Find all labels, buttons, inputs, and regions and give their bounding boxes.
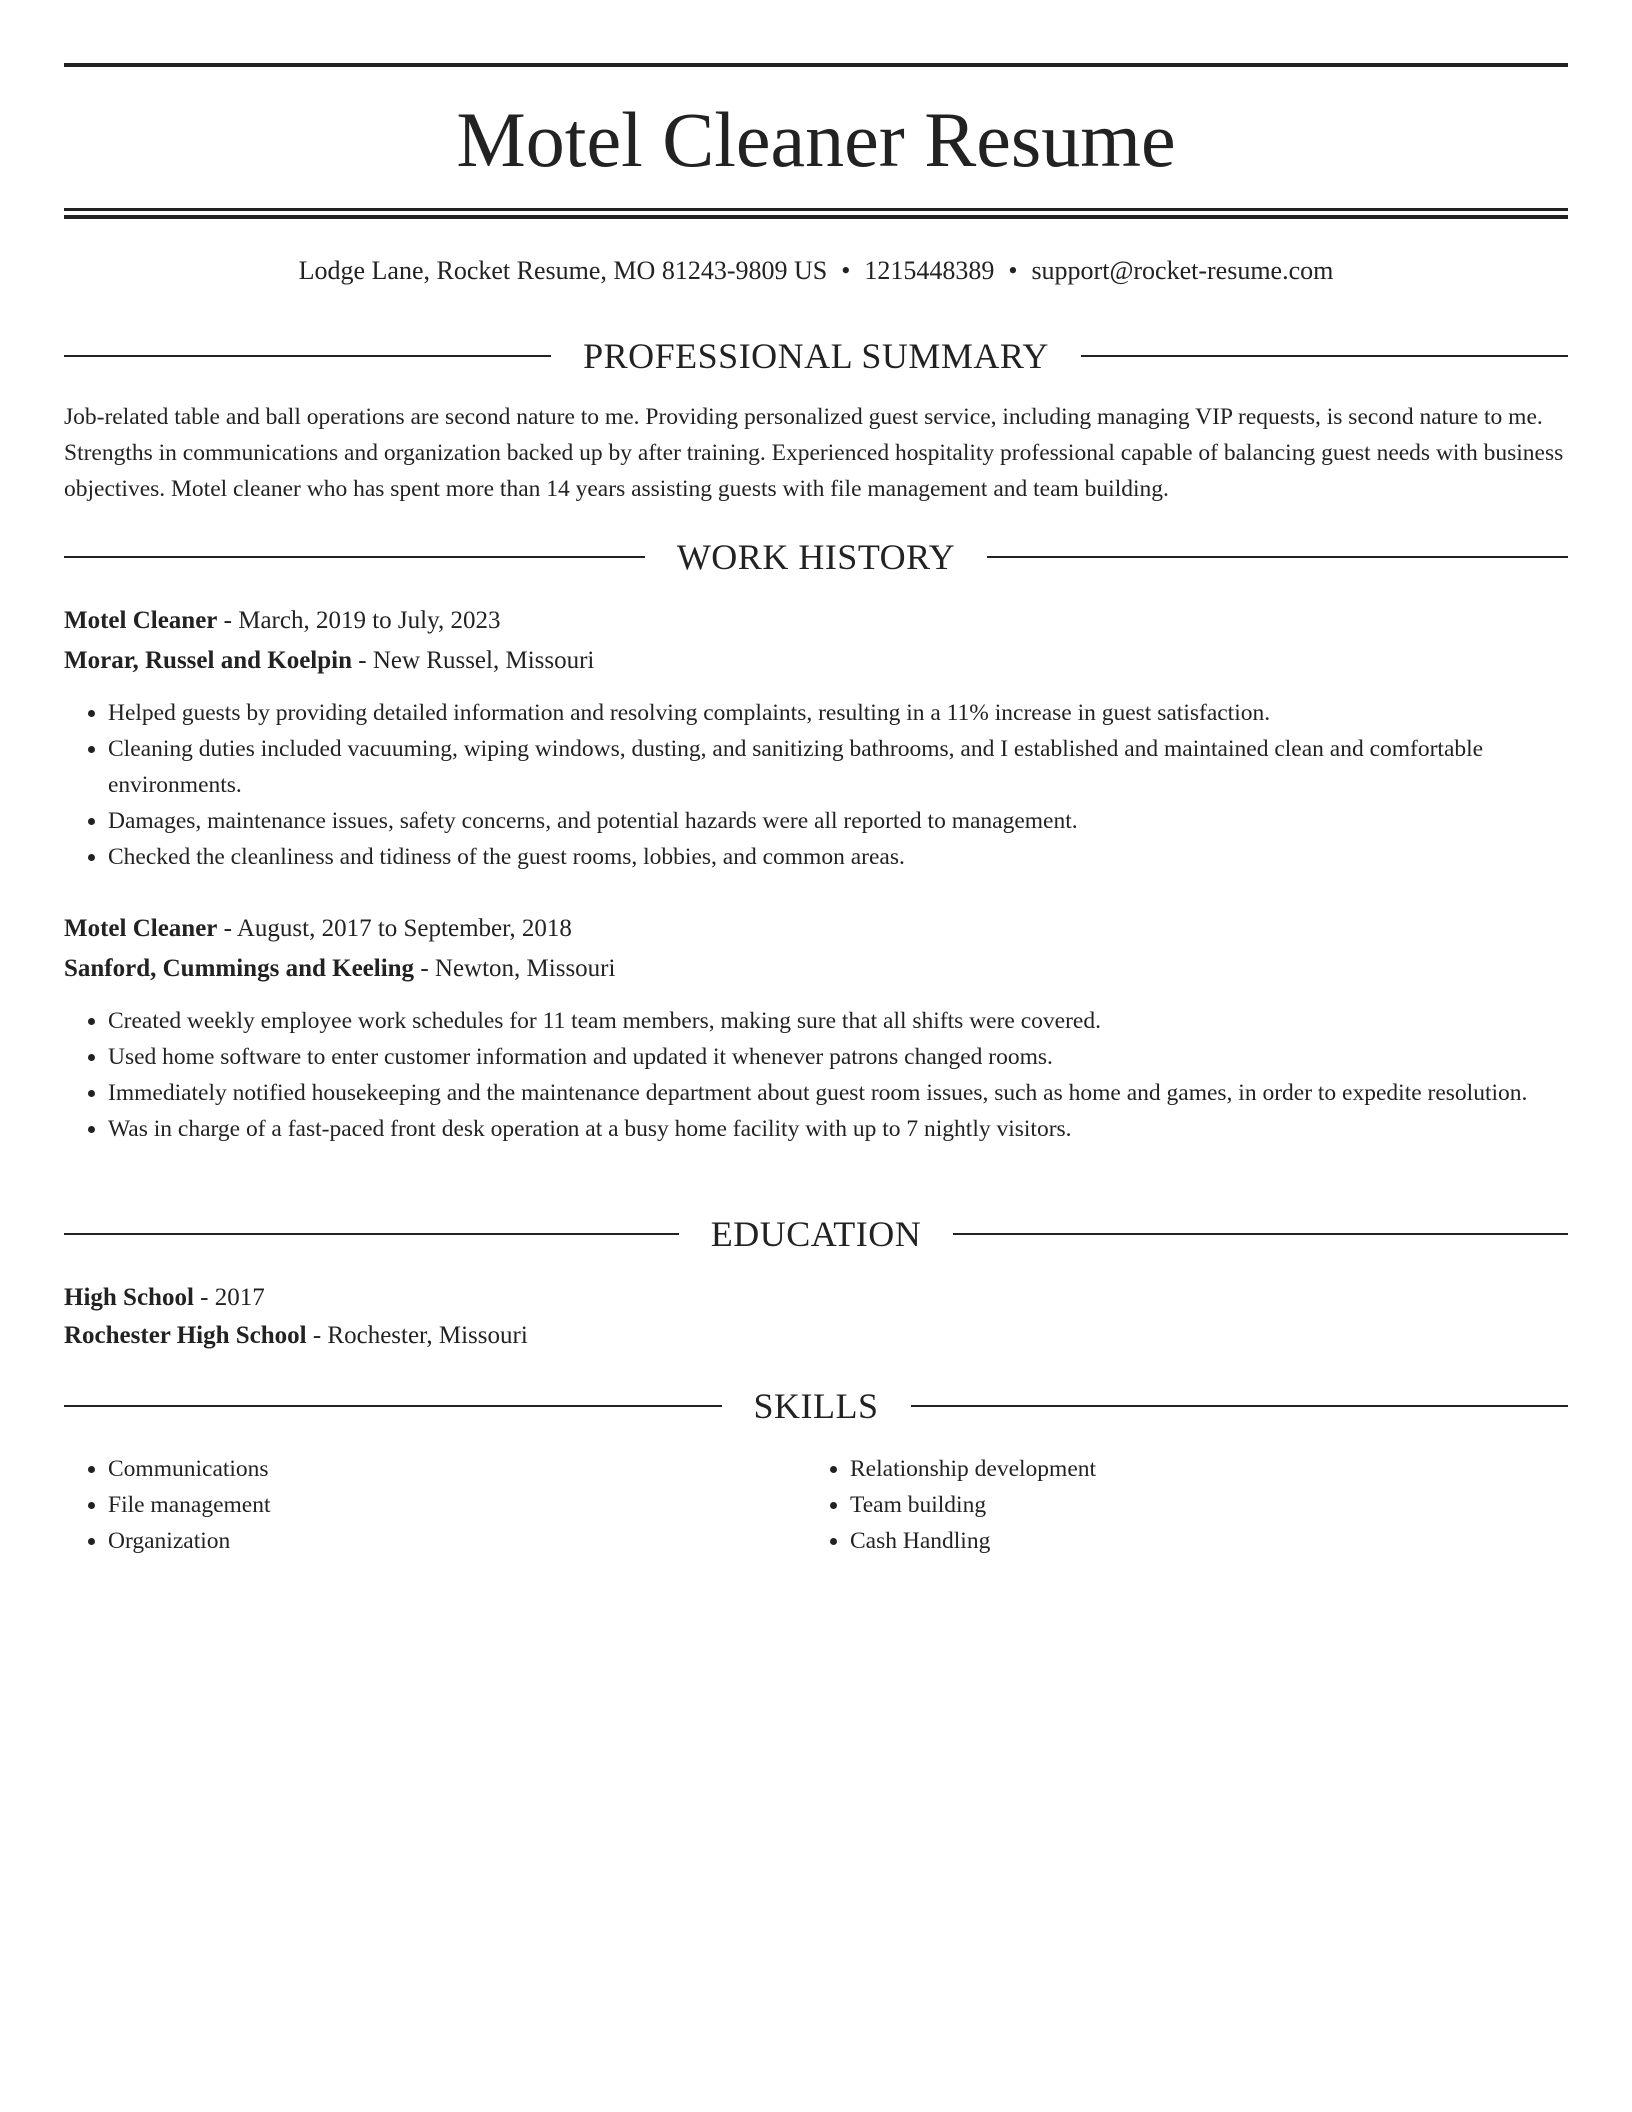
- list-item: • Immediately notified housekeeping and the maintenance department about guest room issues, such as home and games, in order to expedite resolution.: [108, 1075, 1568, 1111]
- list-item: • Communications: [108, 1451, 764, 1487]
- list-item: • Damages, maintenance issues, safety concerns, and potential hazards were all reported to management.: [108, 803, 1568, 839]
- job-company: Morar, Russel and Koelpin: [64, 647, 353, 674]
- heading-rule-left: [64, 556, 645, 558]
- heading-rule-left: [64, 1405, 722, 1407]
- section-title: EDUCATION: [710, 1214, 922, 1254]
- list-item: • Checked the cleanliness and tidiness of the guest rooms, lobbies, and common areas.: [108, 839, 1568, 875]
- contact-separator: •: [1008, 256, 1018, 285]
- heading-rule-right: [1081, 355, 1568, 357]
- job-title: Motel Cleaner: [64, 607, 218, 634]
- list-item: • File management: [108, 1487, 764, 1523]
- job-duties-list: [64, 695, 1568, 875]
- job-duties-list: [64, 1003, 1568, 1147]
- education-year: - 2017: [193, 1284, 265, 1311]
- list-item: • Cleaning duties included vacuuming, wiping windows, dusting, and sanitizing bathrooms, and I established and maintained clean and comfortable environments.: [108, 731, 1568, 803]
- section-heading-work-history: [64, 535, 1568, 579]
- heading-rule-left: [64, 355, 551, 357]
- job-dates: - March, 2019 to July, 2023: [217, 607, 501, 634]
- section-heading-education: [64, 1212, 1568, 1256]
- title-top-rule: [64, 63, 1568, 67]
- list-item: • Used home software to enter customer information and updated it whenever patrons changed rooms.: [108, 1039, 1568, 1075]
- education-location: - Rochester, Missouri: [306, 1322, 528, 1349]
- job-location: - New Russel, Missouri: [352, 647, 595, 674]
- skills-list-left: [64, 1451, 764, 1559]
- job-location: - Newton, Missouri: [414, 955, 616, 982]
- heading-rule-left: [64, 1233, 679, 1235]
- job-title-line: [64, 911, 1568, 947]
- section-heading-summary: [64, 334, 1568, 378]
- summary-text: Job-related table and ball operations are second nature to me. Providing personalized guest service, including managing VIP requests, is second nature to me. Strengths in communications and organization backed up by after training. Experienced hospitality professional capable of balancing guest needs with business objectives. Motel cleaner who has spent more than 14 years assisting guests with file management and team building.: [64, 404, 1564, 502]
- list-item: • Organization: [108, 1523, 764, 1559]
- job-company: Sanford, Cummings and Keeling: [64, 955, 415, 982]
- list-item: • Cash Handling: [850, 1523, 1506, 1559]
- job-title-line: [64, 603, 1568, 639]
- job-company-line: [64, 951, 1568, 987]
- list-item: • Created weekly employee work schedules for 11 team members, making sure that all shifts were covered.: [108, 1003, 1568, 1039]
- skills-list-right: [806, 1451, 1506, 1559]
- title-bottom-rule-1: [64, 208, 1568, 211]
- list-item: • Relationship development: [850, 1451, 1506, 1487]
- section-title: WORK HISTORY: [676, 537, 956, 577]
- heading-rule-right: [987, 556, 1568, 558]
- list-item: • Helped guests by providing detailed information and resolving complaints, resulting in a 11% increase in guest satisfaction.: [108, 695, 1568, 731]
- contact-separator: •: [841, 256, 851, 285]
- contact-phone: 1215448389: [864, 256, 995, 285]
- page-title: Motel Cleaner Resume: [456, 96, 1176, 183]
- section-heading-skills: [64, 1384, 1568, 1428]
- job-title: Motel Cleaner: [64, 915, 218, 942]
- education-degree: High School: [64, 1284, 194, 1311]
- heading-rule-right: [911, 1405, 1569, 1407]
- job-company-line: [64, 643, 1568, 679]
- list-item: • Was in charge of a fast-paced front desk operation at a busy home facility with up to 7 nightly visitors.: [108, 1111, 1568, 1147]
- list-item: • Team building: [850, 1487, 1506, 1523]
- contact-email: support@rocket-resume.com: [1031, 256, 1334, 285]
- job-dates: - August, 2017 to September, 2018: [217, 915, 572, 942]
- section-title: SKILLS: [753, 1386, 879, 1426]
- title-bottom-rule-2: [64, 215, 1568, 219]
- contact-address: Lodge Lane, Rocket Resume, MO 81243-9809 US: [298, 256, 828, 285]
- contact-line: [64, 253, 1568, 289]
- heading-rule-right: [953, 1233, 1568, 1235]
- education-school-line: [64, 1318, 1568, 1354]
- education-degree-line: [64, 1280, 1568, 1316]
- education-school: Rochester High School: [64, 1322, 307, 1349]
- section-title: PROFESSIONAL SUMMARY: [583, 336, 1049, 376]
